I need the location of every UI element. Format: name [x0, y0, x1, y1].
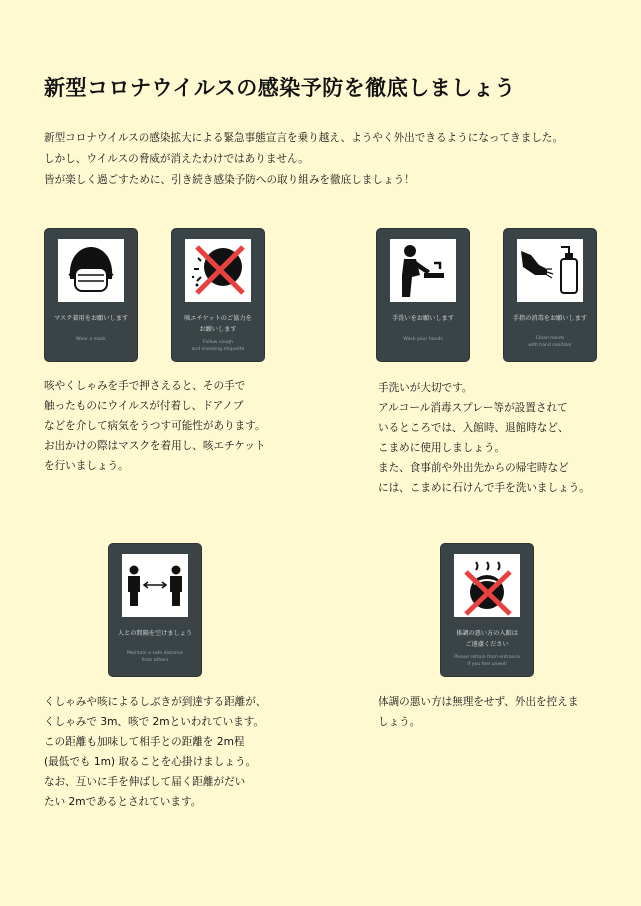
sign-distance [109, 544, 201, 676]
sign-cough [172, 229, 264, 361]
text-line: (最低でも 1m) 取ることを心掛けましょう。 [44, 756, 257, 768]
text-line: お出かけの際はマスクを着用し、咳エチケット [44, 440, 266, 452]
text-line: 体調の悪い方は無理をせず、外出を控えま [378, 696, 579, 708]
sign-label-ja: 咳エチケットのご協力を お願いします [184, 315, 252, 333]
text-line: 触ったものにウイルスが付着し、ドアノブ [44, 400, 244, 412]
sign-label-en: Clean hands with hand sanitizer [528, 336, 572, 348]
sign-sanitize [504, 229, 596, 361]
text-line: この距離も加味して相手との距離を 2m程 [44, 736, 245, 748]
sign-mask [45, 229, 137, 361]
sign-label-ja: 体調の悪い方の入館は ご遠慮ください [456, 630, 518, 648]
text-line: くしゃみや咳によるしぶきが到達する距離が、 [44, 696, 267, 708]
cough-paragraph [44, 376, 289, 476]
sign-label-ja: 人との間隔を空けましょう [117, 630, 193, 637]
mask-icon [58, 239, 124, 302]
sign-label-en: Wear a mask [76, 337, 106, 342]
sign-label-en: Maintain a safe distance from others [126, 651, 184, 663]
text-line: 咳やくしゃみを手で押さえると、その手で [44, 380, 246, 392]
no-cough-icon [185, 239, 251, 302]
text-line: には、こまめに石けんで手を洗いましょう。 [378, 482, 590, 494]
intro-line: 新型コロナウイルスの感染拡大による緊急事態宣言を乗り越え、ようやく外出できるようになってきました。 [44, 132, 564, 144]
sign-handwash [377, 229, 469, 361]
text-line: などを介して病気をうつす可能性があります。 [44, 420, 266, 432]
text-line: なお、互いに手を伸ばして届く距離がだい [44, 776, 246, 788]
sign-label-en: Follow cough and sneezing etiquette [191, 340, 245, 352]
text-line: また、食事前や外出先からの帰宅時など [378, 462, 569, 474]
sign-label-ja: 手指の消毒をお願いします [512, 315, 588, 322]
intro-line: しかし、ウイルスの脅威が消えたわけではありません。 [44, 153, 309, 165]
sign-label-en: Wash your hands [403, 337, 443, 342]
sign-label-ja: 手洗いをお願いします [392, 315, 454, 322]
text-line: こまめに使用しましょう。 [378, 442, 506, 454]
unwell-paragraph [378, 692, 623, 732]
handwash-paragraph [378, 378, 623, 498]
sign-label-ja: マスク着用をお願いします [53, 315, 129, 322]
text-line: 手洗いが大切です。 [378, 382, 473, 394]
text-line: いるところでは、入館時、退館時など、 [378, 422, 569, 434]
sanitizer-icon [517, 239, 583, 302]
text-line: アルコール消毒スプレー等が設置されて [378, 402, 568, 414]
page-title: 新型コロナウイルスの感染予防を徹底しましょう [44, 76, 516, 100]
no-fever-icon [454, 554, 520, 617]
distance-paragraph [44, 692, 289, 812]
text-line: を行いましょう。 [44, 460, 129, 472]
text-line: くしゃみで 3m、咳で 2mといわれています。 [44, 716, 265, 728]
text-line: たい 2mであるとされています。 [44, 796, 202, 808]
text-line: しょう。 [378, 716, 421, 728]
intro-text [44, 128, 604, 191]
sign-label-en: Please refrain from entrance if you feel unwell [454, 655, 520, 667]
distance-icon [122, 554, 188, 617]
sign-unwell [441, 544, 533, 676]
intro-line: 皆が楽しく過ごすために、引き続き感染予防への取り組みを徹底しましょう！ [44, 174, 415, 186]
handwash-icon [390, 239, 456, 302]
